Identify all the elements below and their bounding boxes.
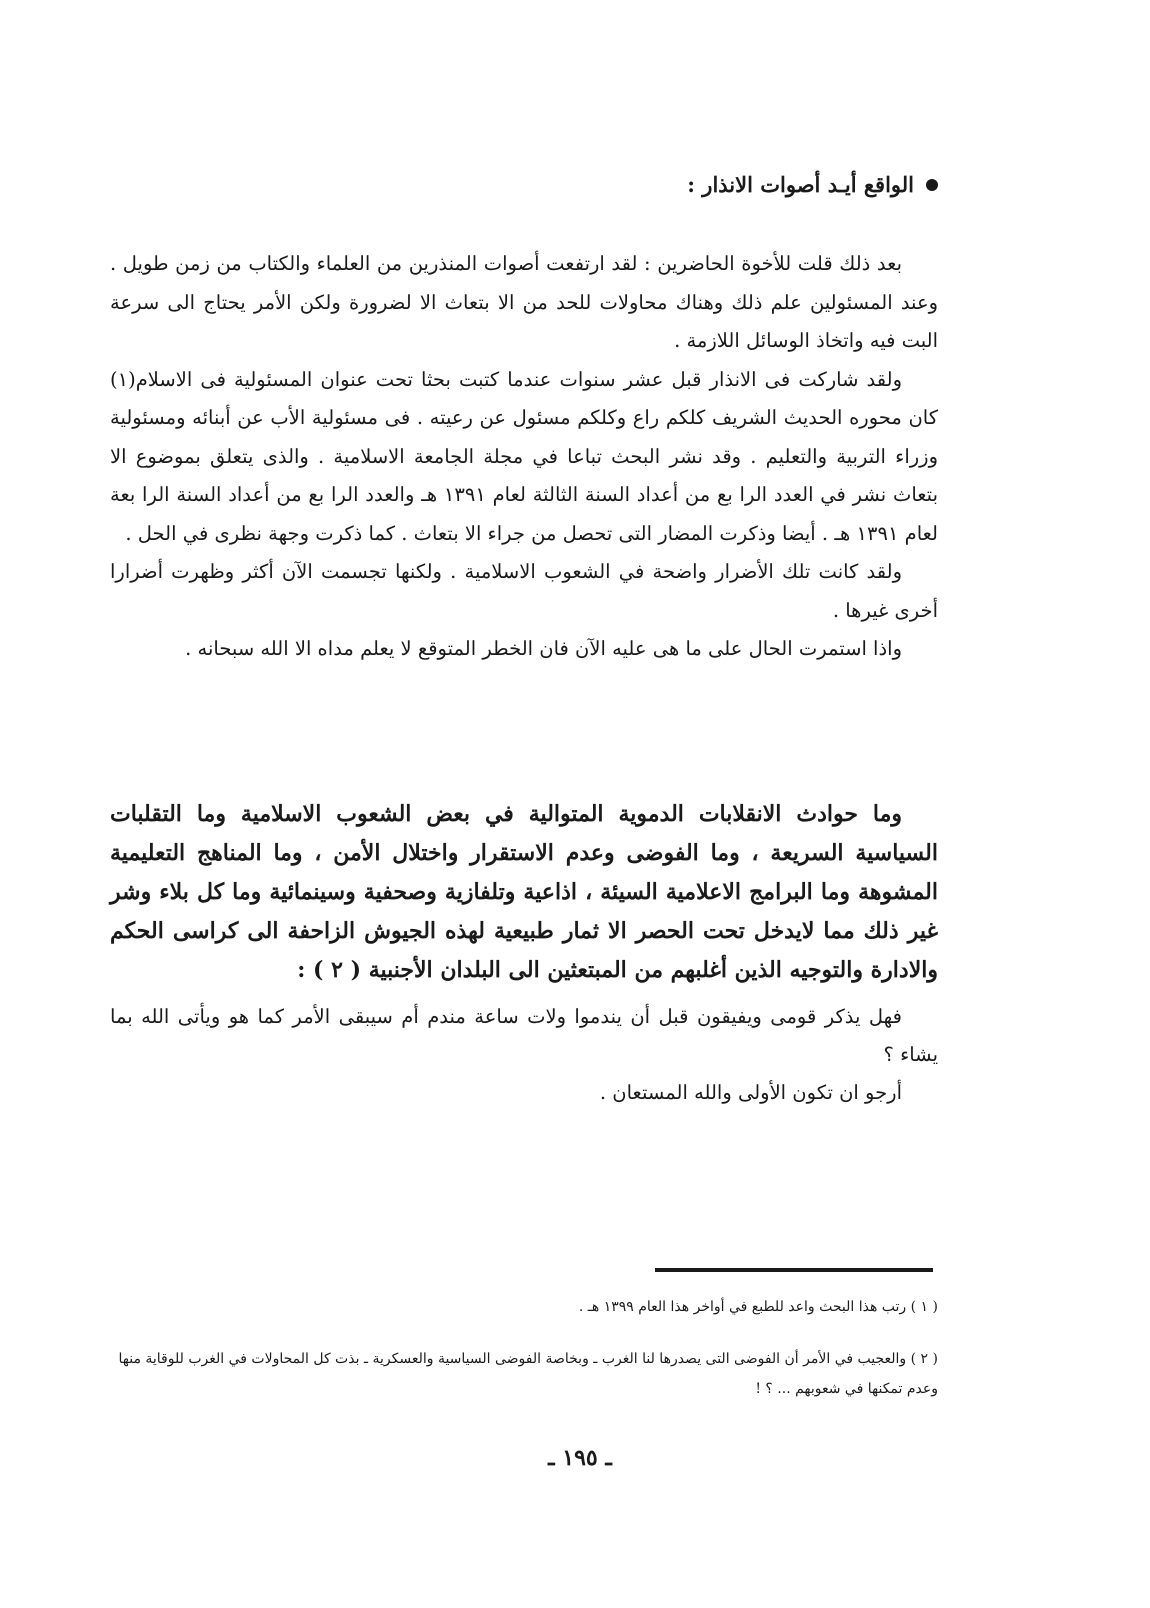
footnote-divider xyxy=(655,1268,933,1272)
paragraph: أرجو ان تكون الأولى والله المستعان . xyxy=(599,1081,902,1104)
bold-paragraph: وما حوادث الانقلابات الدموية المتوالية في بعض الشعوب الاسلامية وما التقلبات السياسية السريعة ، وما الفوضى وعدم الاستقرار واختلال الأمن ، وما المناهج التعليمية المشوهة وما البرامج الاعلامية السيئة ، اذاعية وتلفازية وصحفية وسينمائية وما كل بلاء وشر غير ذلك مما لايدخل تحت الحصر الا ثمار طبيعية لهذه الجيوش الزاحفة الى كراسى الحكم والادارة والتوجيه الذين أغلبهم من المبتعثين الى البلدان الأجنبية ( ٢ ) : xyxy=(110,801,938,983)
footnote: ( ٢ ) والعجيب في الأمر أن الفوضى التى يصدرها لنا الغرب ـ وبخاصة الفوضى السياسية والعسكرية ـ بذت كل المحاولات في الغرب للوقاية منها وعدم تمكنها في شعوبهم ... ؟ ! xyxy=(118,1351,938,1397)
footnote: ( ١ ) رتب هذا البحث واعد للطبع في أواخر هذا العام ١٣٩٩ هـ . xyxy=(578,1299,938,1315)
footnotes xyxy=(110,1292,938,1426)
section-heading xyxy=(178,172,938,197)
paragraph: ولقد شاركت فى الانذار قبل عشر سنوات عندما كتبت بحثا تحت عنوان المسئولية فى الاسلام(١) كان محوره الحديث الشريف كلكم راع وكلكم مسئول عن رعيته . فى مسئولية الأب عن أبنائه ومسئولية وزراء التربية والتعليم . وقد نشر البحث تباعا في مجلة الجامعة الاسلامية . والذى يتعلق بموضوع الا بتعاث نشر في العدد الرا بع من أعداد السنة الثالثة لعام ١٣٩١ هـ والعدد الرا بع من أعداد السنة الرا بعة لعام ١٣٩١ هـ . أيضا وذكرت المضار التى تحصل من جراء الا بتعاث . كما ذكرت وجهة نظرى في الحل . xyxy=(110,367,938,545)
paragraph: بعد ذلك قلت للأخوة الحاضرين : لقد ارتفعت أصوات المنذرين من العلماء والكتاب من زمن طويل . وعند المسئولين علم ذلك وهناك محاولات للحد من الا بتعاث الا لضرورة ولكن الأمر يحتاج الى سرعة البت فيه واتخاذ الوسائل اللازمة . xyxy=(110,252,938,352)
paragraph: فهل يذكر قومى ويفيقون قبل أن يندموا ولات ساعة مندم أم سيبقى الأمر كما هو ويأتى الله بما يشاء ؟ xyxy=(110,1005,938,1066)
body-text xyxy=(110,245,938,669)
section-heading-text: الواقع أيـد أصوات الانذار : xyxy=(687,172,914,197)
closing-text xyxy=(110,998,938,1112)
page-number: ـ ١٩٥ ـ xyxy=(548,1445,612,1471)
bold-text-block xyxy=(110,795,938,990)
bullet-icon xyxy=(926,179,938,191)
paragraph: ولقد كانت تلك الأضرار واضحة في الشعوب الاسلامية . ولكنها تجسمت الآن أكثر وظهرت أضرارا أخرى غيرها . xyxy=(110,560,938,622)
paragraph: واذا استمرت الحال على ما هى عليه الآن فان الخطر المتوقع لا يعلم مداه الا الله سبحانه . xyxy=(185,637,902,660)
